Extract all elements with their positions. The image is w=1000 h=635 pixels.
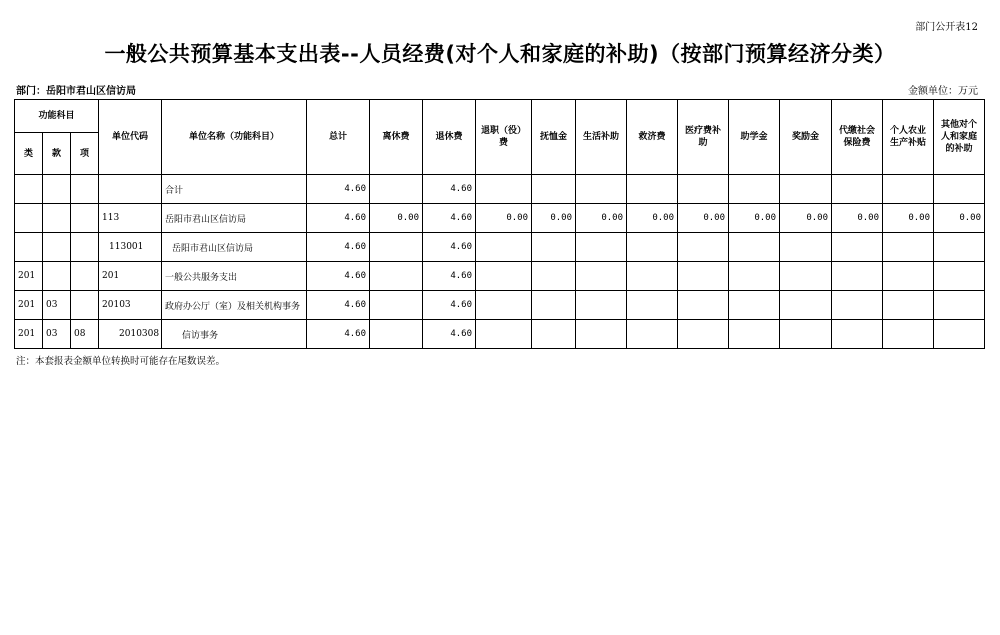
cell-retirement-cadre	[370, 262, 423, 291]
table-row	[15, 262, 985, 291]
cell-kuan: 03	[43, 320, 71, 349]
header-retirement: 退休费	[423, 100, 476, 175]
cell-scholarship	[729, 262, 780, 291]
cell-kuan	[43, 262, 71, 291]
cell-scholarship	[729, 175, 780, 204]
cell-resignation	[476, 262, 532, 291]
table-row	[15, 233, 985, 262]
cell-reward	[780, 175, 832, 204]
cell-living-subsidy	[576, 175, 627, 204]
header-retirement-cadre: 离休费	[370, 100, 423, 175]
cell-unit-code: 113	[99, 204, 162, 233]
cell-living-subsidy	[576, 291, 627, 320]
cell-scholarship	[729, 291, 780, 320]
header-social-insurance: 代缴社会保险费	[832, 100, 883, 175]
department-label: 部门：岳阳市君山区信访局	[16, 86, 136, 97]
cell-unit-name: 岳阳市君山区信访局	[162, 204, 307, 233]
table-row	[15, 291, 985, 320]
cell-relief: 0.00	[627, 204, 678, 233]
header-resignation: 退职（役）费	[476, 100, 532, 175]
cell-total: 4.60	[307, 320, 370, 349]
header-lei: 类	[15, 133, 43, 175]
cell-reward	[780, 291, 832, 320]
cell-agri-subsidy: 0.00	[883, 204, 934, 233]
cell-total: 4.60	[307, 175, 370, 204]
cell-relief	[627, 320, 678, 349]
cell-living-subsidy	[576, 320, 627, 349]
cell-relief	[627, 175, 678, 204]
cell-retirement-cadre	[370, 175, 423, 204]
cell-social-insurance: 0.00	[832, 204, 883, 233]
header-living-subsidy: 生活补助	[576, 100, 627, 175]
cell-living-subsidy: 0.00	[576, 204, 627, 233]
table-row	[15, 320, 985, 349]
cell-retirement: 4.60	[423, 175, 476, 204]
cell-social-insurance	[832, 175, 883, 204]
cell-scholarship: 0.00	[729, 204, 780, 233]
cell-medical-subsidy	[678, 320, 729, 349]
cell-xiang	[71, 262, 99, 291]
cell-agri-subsidy	[883, 175, 934, 204]
cell-retirement-cadre	[370, 291, 423, 320]
header-unit-name: 单位名称（功能科目）	[162, 100, 307, 175]
header-xiang: 项	[71, 133, 99, 175]
cell-resignation	[476, 175, 532, 204]
header-pension: 抚恤金	[532, 100, 576, 175]
cell-unit-code: 2010308	[99, 320, 162, 349]
cell-reward	[780, 262, 832, 291]
cell-medical-subsidy: 0.00	[678, 204, 729, 233]
header-scholarship: 助学金	[729, 100, 780, 175]
cell-kuan	[43, 233, 71, 262]
cell-relief	[627, 262, 678, 291]
cell-reward	[780, 233, 832, 262]
cell-lei: 201	[15, 320, 43, 349]
cell-social-insurance	[832, 320, 883, 349]
cell-reward	[780, 320, 832, 349]
cell-agri-subsidy	[883, 320, 934, 349]
cell-social-insurance	[832, 291, 883, 320]
cell-unit-name: 岳阳市君山区信访局	[162, 233, 307, 262]
header-medical-subsidy: 医疗费补助	[678, 100, 729, 175]
table-row	[15, 204, 985, 233]
expenditure-table	[14, 99, 985, 349]
cell-agri-subsidy	[883, 262, 934, 291]
cell-pension	[532, 291, 576, 320]
cell-lei	[15, 233, 43, 262]
currency-unit-label: 金额单位：万元	[908, 86, 978, 97]
cell-social-insurance	[832, 233, 883, 262]
cell-relief	[627, 233, 678, 262]
header-other-subsidy: 其他对个人和家庭的补助	[934, 100, 985, 175]
cell-unit-code	[99, 175, 162, 204]
cell-resignation	[476, 320, 532, 349]
cell-relief	[627, 291, 678, 320]
cell-unit-code: 20103	[99, 291, 162, 320]
cell-social-insurance	[832, 262, 883, 291]
cell-resignation	[476, 233, 532, 262]
cell-pension	[532, 262, 576, 291]
cell-retirement-cadre: 0.00	[370, 204, 423, 233]
cell-unit-name: 合计	[162, 175, 307, 204]
cell-kuan	[43, 204, 71, 233]
cell-lei	[15, 204, 43, 233]
cell-other-subsidy	[934, 262, 985, 291]
cell-other-subsidy	[934, 320, 985, 349]
cell-total: 4.60	[307, 262, 370, 291]
cell-pension	[532, 233, 576, 262]
cell-other-subsidy	[934, 175, 985, 204]
cell-unit-name: 一般公共服务支出	[162, 262, 307, 291]
cell-resignation	[476, 291, 532, 320]
cell-retirement: 4.60	[423, 204, 476, 233]
table-row	[15, 175, 985, 204]
header-reward: 奖励金	[780, 100, 832, 175]
cell-pension	[532, 175, 576, 204]
cell-agri-subsidy	[883, 291, 934, 320]
header-relief: 救济费	[627, 100, 678, 175]
cell-unit-code: 113001	[99, 233, 162, 262]
cell-retirement: 4.60	[423, 233, 476, 262]
header-agri-subsidy: 个人农业生产补贴	[883, 100, 934, 175]
cell-xiang	[71, 175, 99, 204]
cell-retirement: 4.60	[423, 320, 476, 349]
cell-xiang	[71, 291, 99, 320]
footnote: 注：本套报表金额单位转换时可能存在尾数误差。	[16, 356, 226, 367]
cell-pension: 0.00	[532, 204, 576, 233]
cell-xiang: 08	[71, 320, 99, 349]
cell-unit-name: 政府办公厅（室）及相关机构事务	[162, 291, 307, 320]
cell-kuan	[43, 175, 71, 204]
cell-total: 4.60	[307, 233, 370, 262]
cell-medical-subsidy	[678, 175, 729, 204]
cell-unit-name: 信访事务	[162, 320, 307, 349]
cell-scholarship	[729, 233, 780, 262]
cell-pension	[532, 320, 576, 349]
cell-living-subsidy	[576, 262, 627, 291]
cell-retirement: 4.60	[423, 291, 476, 320]
cell-lei	[15, 175, 43, 204]
cell-resignation: 0.00	[476, 204, 532, 233]
cell-other-subsidy	[934, 233, 985, 262]
cell-lei: 201	[15, 262, 43, 291]
report-number-label: 部门公开表12	[915, 22, 978, 33]
cell-retirement-cadre	[370, 233, 423, 262]
header-total: 总计	[307, 100, 370, 175]
header-kuan: 款	[43, 133, 71, 175]
cell-lei: 201	[15, 291, 43, 320]
cell-kuan: 03	[43, 291, 71, 320]
cell-other-subsidy	[934, 291, 985, 320]
cell-total: 4.60	[307, 291, 370, 320]
cell-retirement-cadre	[370, 320, 423, 349]
cell-medical-subsidy	[678, 291, 729, 320]
cell-other-subsidy: 0.00	[934, 204, 985, 233]
cell-agri-subsidy	[883, 233, 934, 262]
header-unit-code: 单位代码	[99, 100, 162, 175]
cell-living-subsidy	[576, 233, 627, 262]
header-func-subject: 功能科目	[15, 100, 99, 133]
cell-scholarship	[729, 320, 780, 349]
cell-retirement: 4.60	[423, 262, 476, 291]
cell-medical-subsidy	[678, 233, 729, 262]
cell-reward: 0.00	[780, 204, 832, 233]
cell-xiang	[71, 233, 99, 262]
page-title: 一般公共预算基本支出表--人员经费(对个人和家庭的补助)（按部门预算经济分类）	[104, 42, 896, 66]
cell-medical-subsidy	[678, 262, 729, 291]
cell-unit-code: 201	[99, 262, 162, 291]
cell-xiang	[71, 204, 99, 233]
cell-total: 4.60	[307, 204, 370, 233]
